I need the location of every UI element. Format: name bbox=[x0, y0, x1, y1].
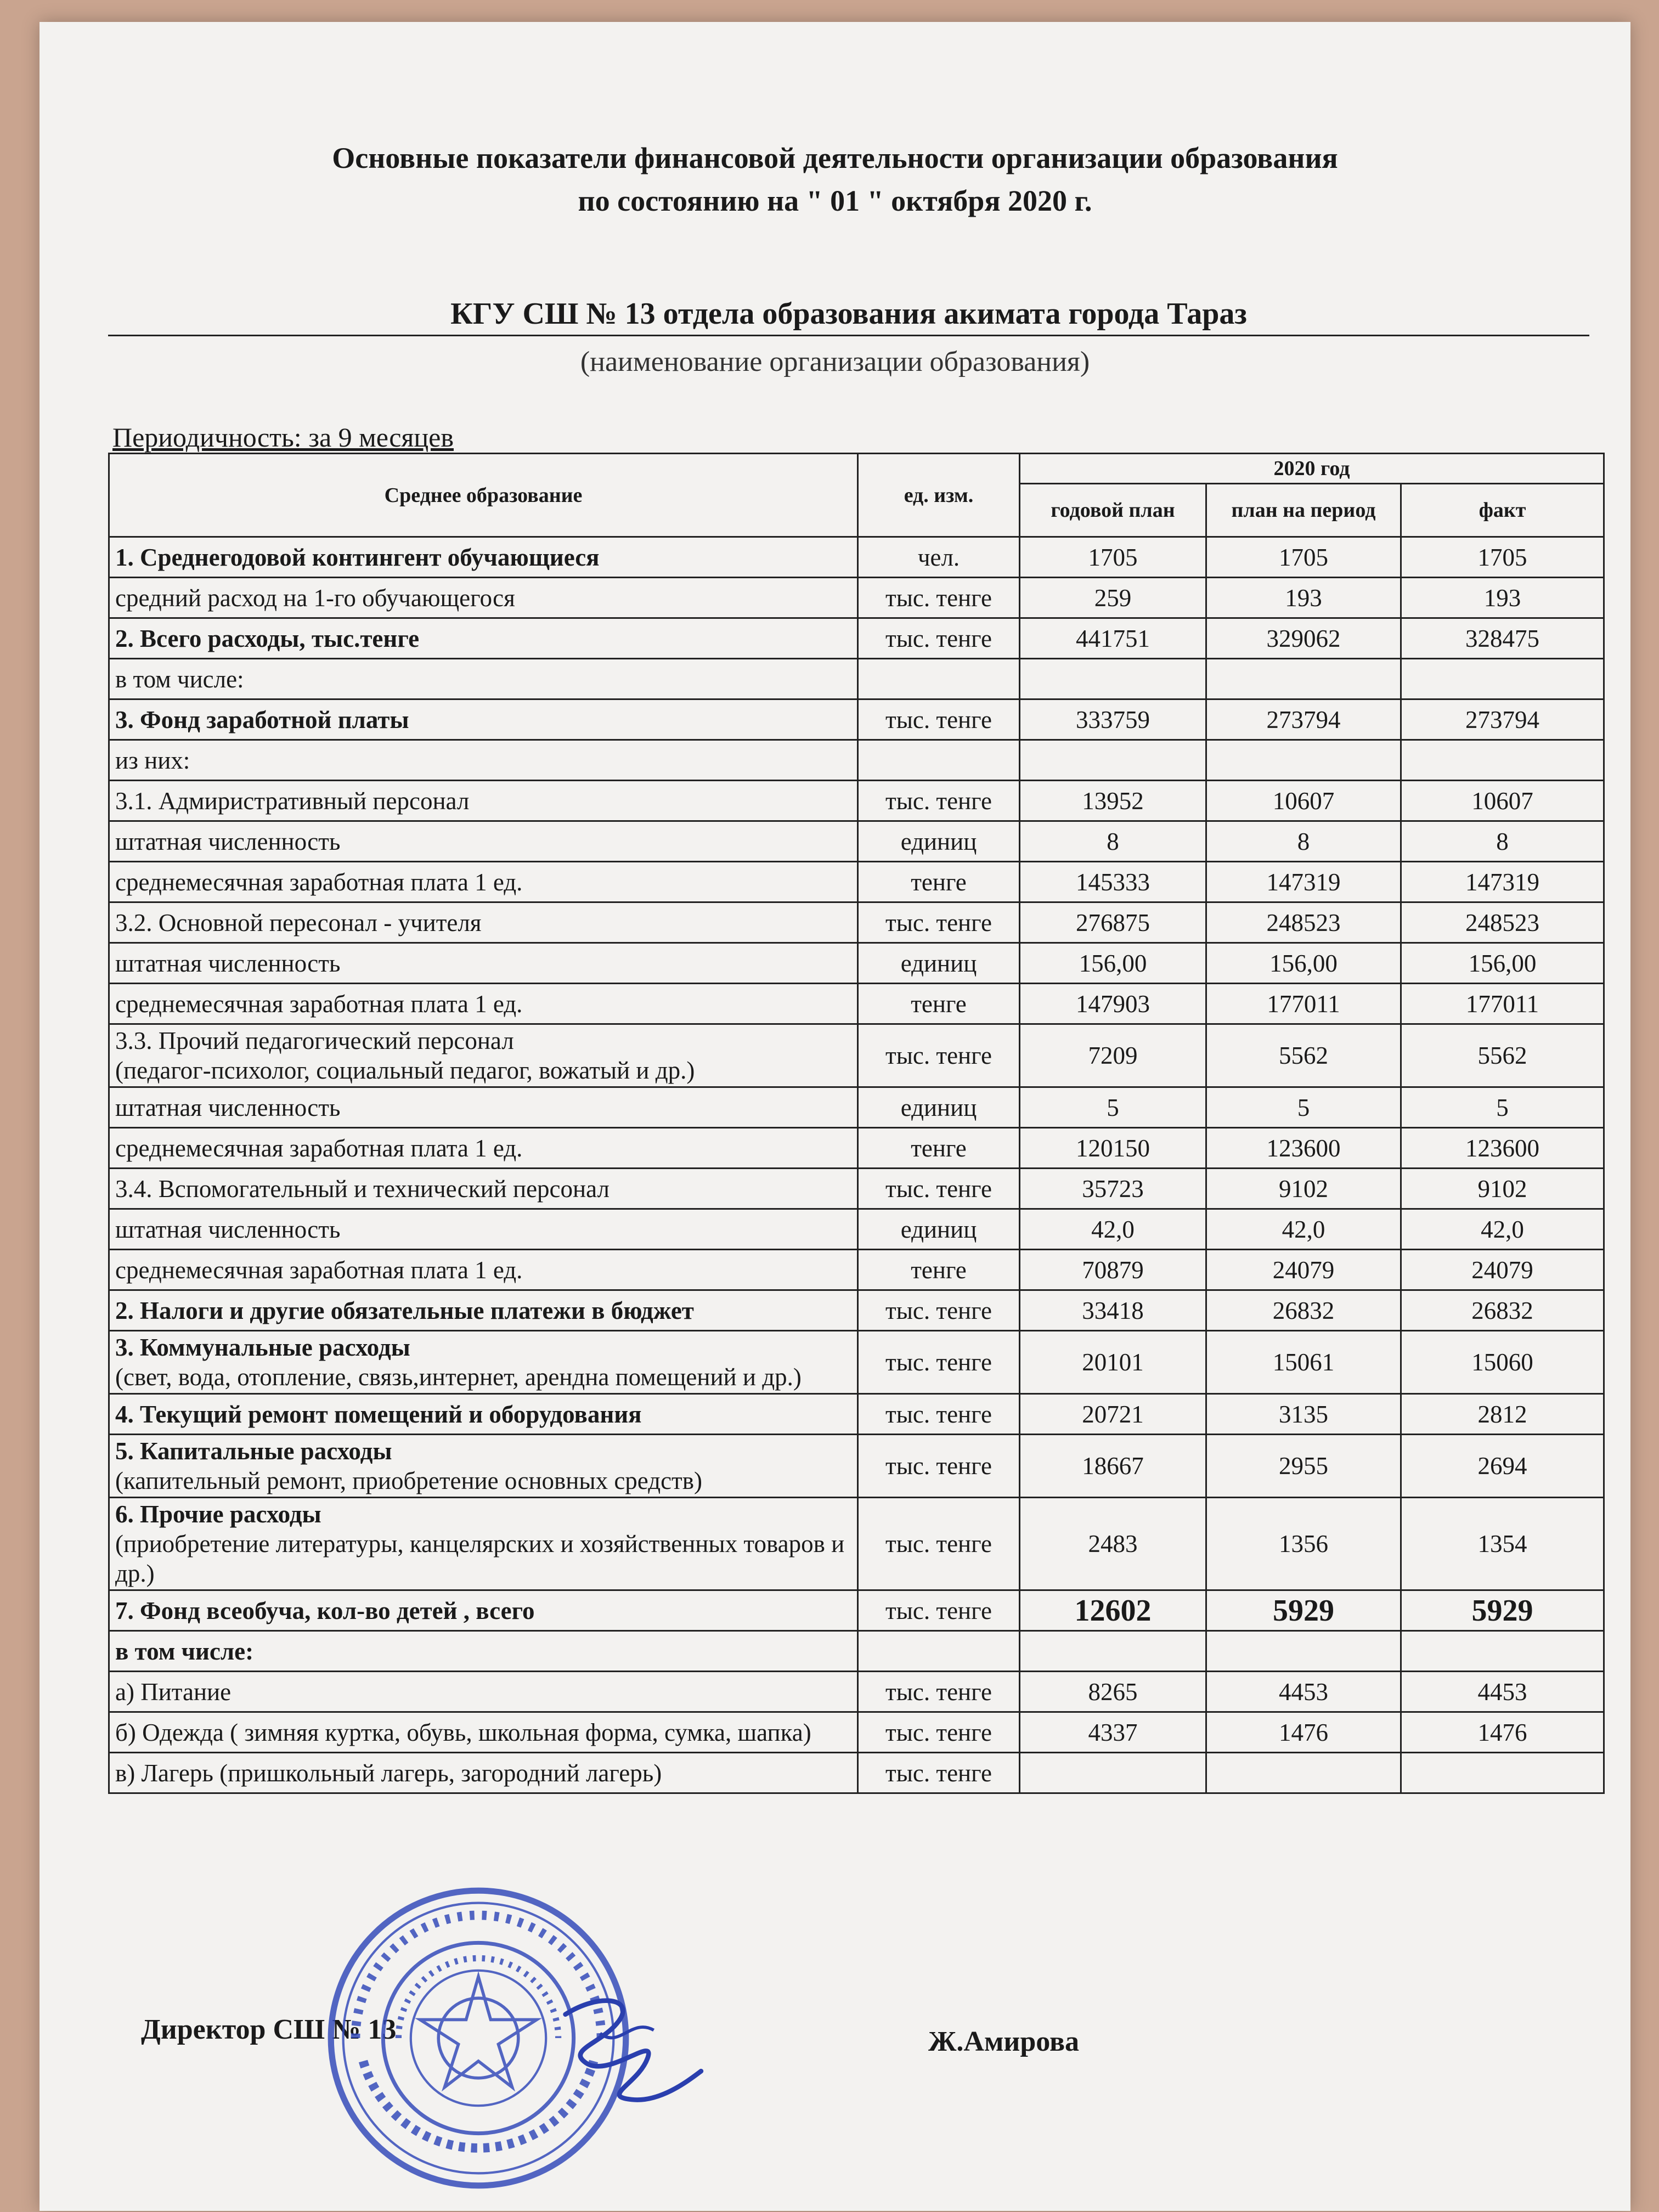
row-value-fact: 10607 bbox=[1401, 781, 1604, 821]
row-unit: тыс. тенге bbox=[858, 1331, 1020, 1394]
row-unit: тыс. тенге bbox=[858, 781, 1020, 821]
director-label: Директор СШ № 13 bbox=[141, 2014, 397, 2045]
row-label-text: 4. Текущий ремонт помещений и оборудования bbox=[115, 1400, 642, 1428]
row-value-fact bbox=[1401, 1753, 1604, 1793]
table-row bbox=[109, 1331, 1604, 1394]
row-value-period: 273794 bbox=[1206, 699, 1401, 740]
row-label-note: (приобретение литературы, канцелярских и хозяйственных товаров и др.) bbox=[115, 1530, 845, 1587]
row-value-fact bbox=[1401, 659, 1604, 699]
row-value-period: 156,00 bbox=[1206, 943, 1401, 984]
row-label bbox=[109, 1169, 858, 1209]
table-row bbox=[109, 1672, 1604, 1712]
row-value-annual bbox=[1020, 740, 1206, 781]
row-label bbox=[109, 1712, 858, 1753]
row-unit: тенге bbox=[858, 1128, 1020, 1169]
row-value-fact: 24079 bbox=[1401, 1250, 1604, 1290]
row-label-text: в том числе: bbox=[115, 665, 244, 693]
col-header-year: 2020 год bbox=[1020, 454, 1604, 484]
row-label bbox=[109, 943, 858, 984]
row-label-text: б) Одежда ( зимняя куртка, обувь, школьная форма, сумка, шапка) bbox=[115, 1718, 811, 1746]
row-value-fact: 123600 bbox=[1401, 1128, 1604, 1169]
row-label bbox=[109, 699, 858, 740]
row-label-text: среднемесячная заработная плата 1 ед. bbox=[115, 1134, 523, 1162]
row-value-annual: 5 bbox=[1020, 1087, 1206, 1128]
row-label-text: штатная численность bbox=[115, 1215, 341, 1243]
col-header-period: план на период bbox=[1206, 484, 1401, 537]
row-unit: тыс. тенге bbox=[858, 1024, 1020, 1087]
row-label bbox=[109, 1590, 858, 1631]
row-value-period bbox=[1206, 659, 1401, 699]
table-row bbox=[109, 659, 1604, 699]
row-value-fact: 5562 bbox=[1401, 1024, 1604, 1087]
row-value-period: 2955 bbox=[1206, 1435, 1401, 1498]
row-value-period: 1356 bbox=[1206, 1498, 1401, 1590]
row-value-annual: 2483 bbox=[1020, 1498, 1206, 1590]
row-value-period: 3135 bbox=[1206, 1394, 1401, 1435]
row-value-annual: 145333 bbox=[1020, 862, 1206, 902]
table-row bbox=[109, 1290, 1604, 1331]
row-value-annual: 35723 bbox=[1020, 1169, 1206, 1209]
row-label-text: 2. Налоги и другие обязательные платежи в бюджет bbox=[115, 1296, 694, 1324]
table-row bbox=[109, 1128, 1604, 1169]
row-value-fact: 9102 bbox=[1401, 1169, 1604, 1209]
row-label bbox=[109, 1672, 858, 1712]
row-value-period: 5 bbox=[1206, 1087, 1401, 1128]
row-unit: тенге bbox=[858, 862, 1020, 902]
row-label bbox=[109, 1394, 858, 1435]
row-value-annual: 156,00 bbox=[1020, 943, 1206, 984]
financial-table bbox=[108, 453, 1605, 1794]
row-label-text: 5. Капитальные расходы bbox=[115, 1437, 392, 1465]
row-value-period: 193 bbox=[1206, 578, 1401, 618]
row-value-fact: 42,0 bbox=[1401, 1209, 1604, 1250]
row-value-fact: 1705 bbox=[1401, 537, 1604, 578]
row-label bbox=[109, 1498, 858, 1590]
row-label-text: 2. Всего расходы, тыс.тенге bbox=[115, 624, 420, 652]
row-label-text: а) Питание bbox=[115, 1678, 232, 1706]
row-label bbox=[109, 1753, 858, 1793]
row-value-period: 123600 bbox=[1206, 1128, 1401, 1169]
row-value-annual: 42,0 bbox=[1020, 1209, 1206, 1250]
row-value-fact: 248523 bbox=[1401, 902, 1604, 943]
row-value-fact: 147319 bbox=[1401, 862, 1604, 902]
row-value-annual: 1705 bbox=[1020, 537, 1206, 578]
table-body bbox=[109, 537, 1604, 1793]
row-value-fact bbox=[1401, 1631, 1604, 1672]
row-value-period bbox=[1206, 740, 1401, 781]
row-label bbox=[109, 1087, 858, 1128]
row-value-annual: 18667 bbox=[1020, 1435, 1206, 1498]
row-label-text: средний расход на 1-го обучающегося bbox=[115, 584, 515, 612]
row-value-period: 1476 bbox=[1206, 1712, 1401, 1753]
row-value-annual: 20101 bbox=[1020, 1331, 1206, 1394]
row-label-text: 1. Среднегодовой контингент обучающиеся bbox=[115, 543, 600, 571]
row-label-text: среднемесячная заработная плата 1 ед. bbox=[115, 1256, 523, 1284]
row-label-text: 3.4. Вспомогательный и технический персонал bbox=[115, 1175, 610, 1203]
document-title-line2: по состоянию на " 01 " октября 2020 г. bbox=[578, 184, 1092, 217]
table-row bbox=[109, 902, 1604, 943]
table-row bbox=[109, 943, 1604, 984]
row-unit: тенге bbox=[858, 1250, 1020, 1290]
col-header-name: Среднее образование bbox=[109, 454, 858, 537]
row-value-annual: 333759 bbox=[1020, 699, 1206, 740]
row-label-note: (педагог-психолог, социальный педагог, вожатый и др.) bbox=[115, 1057, 695, 1084]
row-label bbox=[109, 821, 858, 862]
row-label bbox=[109, 862, 858, 902]
row-value-annual: 13952 bbox=[1020, 781, 1206, 821]
row-label bbox=[109, 1209, 858, 1250]
row-unit bbox=[858, 1631, 1020, 1672]
row-value-annual: 7209 bbox=[1020, 1024, 1206, 1087]
table-row bbox=[109, 1631, 1604, 1672]
row-value-annual: 120150 bbox=[1020, 1128, 1206, 1169]
row-label bbox=[109, 1290, 858, 1331]
row-label-text: 6. Прочие расходы bbox=[115, 1500, 321, 1528]
row-value-fact: 8 bbox=[1401, 821, 1604, 862]
row-unit: тыс. тенге bbox=[858, 1498, 1020, 1590]
row-value-fact: 5 bbox=[1401, 1087, 1604, 1128]
table-row bbox=[109, 781, 1604, 821]
col-header-unit: ед. изм. bbox=[858, 454, 1020, 537]
row-label-text: штатная численность bbox=[115, 1093, 341, 1121]
row-value-fact: 273794 bbox=[1401, 699, 1604, 740]
director-name: Ж.Амирова bbox=[928, 2026, 1080, 2057]
row-value-annual: 20721 bbox=[1020, 1394, 1206, 1435]
row-value-period: 147319 bbox=[1206, 862, 1401, 902]
row-value-period: 9102 bbox=[1206, 1169, 1401, 1209]
row-value-fact: 15060 bbox=[1401, 1331, 1604, 1394]
row-label bbox=[109, 902, 858, 943]
row-label-text: штатная численность bbox=[115, 827, 341, 855]
row-value-period: 8 bbox=[1206, 821, 1401, 862]
table-row bbox=[109, 578, 1604, 618]
table-row bbox=[109, 740, 1604, 781]
row-label-note: (свет, вода, отопление, связь,интернет, арендна помещений и др.) bbox=[115, 1363, 802, 1391]
row-label-text: в) Лагерь (пришкольный лагерь, загородний лагерь) bbox=[115, 1759, 662, 1787]
row-value-fact bbox=[1401, 740, 1604, 781]
row-unit: тыс. тенге bbox=[858, 902, 1020, 943]
row-label bbox=[109, 740, 858, 781]
row-value-period: 248523 bbox=[1206, 902, 1401, 943]
row-unit: тыс. тенге bbox=[858, 699, 1020, 740]
table-row bbox=[109, 699, 1604, 740]
row-value-annual: 276875 bbox=[1020, 902, 1206, 943]
table-row bbox=[109, 984, 1604, 1024]
row-value-period: 42,0 bbox=[1206, 1209, 1401, 1250]
row-value-fact: 193 bbox=[1401, 578, 1604, 618]
row-label bbox=[109, 578, 858, 618]
table-row bbox=[109, 1498, 1604, 1590]
table-row bbox=[109, 1087, 1604, 1128]
organization-name: КГУ СШ № 13 отдела образования акимата города Тараз bbox=[108, 296, 1589, 336]
row-label-text: в том числе: bbox=[115, 1637, 254, 1665]
table-row bbox=[109, 1024, 1604, 1087]
row-label bbox=[109, 1331, 858, 1394]
row-unit: тыс. тенге bbox=[858, 1753, 1020, 1793]
row-value-period: 5562 bbox=[1206, 1024, 1401, 1087]
row-unit: тыс. тенге bbox=[858, 618, 1020, 659]
row-value-period: 5929 bbox=[1206, 1590, 1401, 1631]
row-unit: тыс. тенге bbox=[858, 1672, 1020, 1712]
row-unit: чел. bbox=[858, 537, 1020, 578]
table-row bbox=[109, 1169, 1604, 1209]
row-value-annual: 259 bbox=[1020, 578, 1206, 618]
row-value-period: 10607 bbox=[1206, 781, 1401, 821]
row-label bbox=[109, 1024, 858, 1087]
row-label bbox=[109, 984, 858, 1024]
row-label-text: из них: bbox=[115, 746, 190, 774]
table-row bbox=[109, 1394, 1604, 1435]
row-label-note: (капительный ремонт, приобретение основных средств) bbox=[115, 1467, 702, 1494]
row-value-annual: 147903 bbox=[1020, 984, 1206, 1024]
row-unit: тыс. тенге bbox=[858, 1169, 1020, 1209]
row-label bbox=[109, 618, 858, 659]
document-title-line1: Основные показатели финансовой деятельности организации образования bbox=[332, 142, 1338, 174]
row-value-period bbox=[1206, 1631, 1401, 1672]
row-value-annual bbox=[1020, 1753, 1206, 1793]
row-label-text: 3. Коммунальные расходы bbox=[115, 1334, 410, 1361]
row-unit: единиц bbox=[858, 1209, 1020, 1250]
row-value-annual bbox=[1020, 659, 1206, 699]
row-label bbox=[109, 1631, 858, 1672]
row-value-fact: 328475 bbox=[1401, 618, 1604, 659]
row-label-text: 3.2. Основной пересонал - учителя bbox=[115, 909, 482, 936]
row-label bbox=[109, 781, 858, 821]
row-label bbox=[109, 1250, 858, 1290]
row-value-period: 24079 bbox=[1206, 1250, 1401, 1290]
row-label-text: штатная численность bbox=[115, 949, 341, 977]
row-value-fact: 1354 bbox=[1401, 1498, 1604, 1590]
table-row bbox=[109, 537, 1604, 578]
row-unit: единиц bbox=[858, 1087, 1020, 1128]
row-value-fact: 1476 bbox=[1401, 1712, 1604, 1753]
table-row bbox=[109, 1712, 1604, 1753]
row-value-fact: 26832 bbox=[1401, 1290, 1604, 1331]
row-value-fact: 2812 bbox=[1401, 1394, 1604, 1435]
row-value-period: 329062 bbox=[1206, 618, 1401, 659]
row-label-text: 3.1. Адмиристративный персонал bbox=[115, 787, 470, 815]
row-label bbox=[109, 537, 858, 578]
row-unit bbox=[858, 659, 1020, 699]
row-value-fact: 4453 bbox=[1401, 1672, 1604, 1712]
table-row bbox=[109, 618, 1604, 659]
row-value-fact: 156,00 bbox=[1401, 943, 1604, 984]
row-value-annual: 8 bbox=[1020, 821, 1206, 862]
row-label-text: 3. Фонд заработной платы bbox=[115, 706, 409, 733]
row-value-period: 15061 bbox=[1206, 1331, 1401, 1394]
row-value-period: 26832 bbox=[1206, 1290, 1401, 1331]
periodicity: Периодичность: за 9 месяцев bbox=[112, 422, 454, 453]
col-header-fact: факт bbox=[1401, 484, 1604, 537]
row-value-fact: 2694 bbox=[1401, 1435, 1604, 1498]
row-unit: единиц bbox=[858, 821, 1020, 862]
row-value-period: 177011 bbox=[1206, 984, 1401, 1024]
row-value-period bbox=[1206, 1753, 1401, 1793]
row-unit: тыс. тенге bbox=[858, 578, 1020, 618]
table-row bbox=[109, 821, 1604, 862]
director-signature bbox=[533, 1986, 714, 2112]
row-value-annual bbox=[1020, 1631, 1206, 1672]
row-value-annual: 70879 bbox=[1020, 1250, 1206, 1290]
col-header-annual: годовой план bbox=[1020, 484, 1206, 537]
table-row bbox=[109, 1209, 1604, 1250]
table-row bbox=[109, 1590, 1604, 1631]
table-row bbox=[109, 1435, 1604, 1498]
row-unit: тыс. тенге bbox=[858, 1290, 1020, 1331]
row-unit: тыс. тенге bbox=[858, 1394, 1020, 1435]
row-label bbox=[109, 659, 858, 699]
row-label-text: среднемесячная заработная плата 1 ед. bbox=[115, 868, 523, 896]
row-value-fact: 177011 bbox=[1401, 984, 1604, 1024]
row-value-annual: 4337 bbox=[1020, 1712, 1206, 1753]
row-unit: тыс. тенге bbox=[858, 1435, 1020, 1498]
row-label-text: 3.3. Прочий педагогический персонал bbox=[115, 1027, 514, 1054]
document-sheet bbox=[40, 22, 1630, 2211]
row-unit: тыс. тенге bbox=[858, 1590, 1020, 1631]
row-label-text: среднемесячная заработная плата 1 ед. bbox=[115, 990, 523, 1018]
row-unit: тенге bbox=[858, 984, 1020, 1024]
row-value-annual: 12602 bbox=[1020, 1590, 1206, 1631]
row-unit: единиц bbox=[858, 943, 1020, 984]
row-unit: тыс. тенге bbox=[858, 1712, 1020, 1753]
table-row bbox=[109, 1753, 1604, 1793]
table-row bbox=[109, 1250, 1604, 1290]
row-value-annual: 441751 bbox=[1020, 618, 1206, 659]
row-label-text: 7. Фонд всеобуча, кол-во детей , всего bbox=[115, 1596, 535, 1624]
row-value-period: 4453 bbox=[1206, 1672, 1401, 1712]
table-row bbox=[109, 862, 1604, 902]
row-value-period: 1705 bbox=[1206, 537, 1401, 578]
row-label bbox=[109, 1128, 858, 1169]
row-value-fact: 5929 bbox=[1401, 1590, 1604, 1631]
organization-caption: (наименование организации образования) bbox=[580, 346, 1090, 377]
row-label bbox=[109, 1435, 858, 1498]
row-unit bbox=[858, 740, 1020, 781]
row-value-annual: 8265 bbox=[1020, 1672, 1206, 1712]
row-value-annual: 33418 bbox=[1020, 1290, 1206, 1331]
